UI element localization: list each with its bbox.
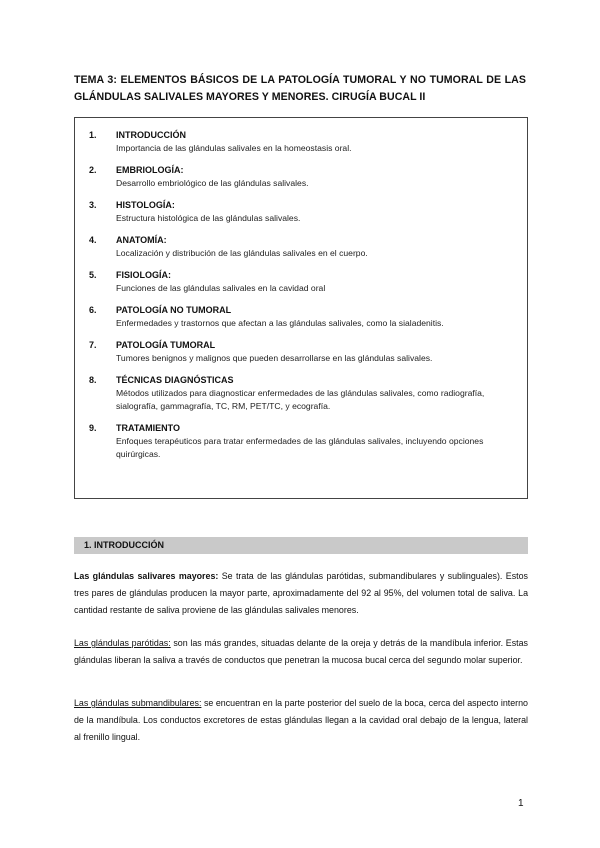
toc-item-heading: FISIOLOGÍA:	[116, 270, 171, 280]
toc-item-number: 7.	[89, 340, 97, 350]
toc-item-heading: PATOLOGÍA NO TUMORAL	[116, 305, 232, 315]
section-heading-bar	[74, 537, 528, 554]
paragraph	[74, 695, 528, 746]
toc-item-number: 8.	[89, 375, 97, 385]
page-number: 1	[518, 798, 524, 809]
paragraph	[74, 635, 528, 669]
section-heading: 1. INTRODUCCIÓN	[84, 540, 165, 550]
toc-item-heading: HISTOLOGÍA:	[116, 200, 175, 210]
toc-item-number: 3.	[89, 200, 97, 210]
toc-item	[75, 422, 527, 461]
toc-item-description: Localización y distribución de las glándulas salivales en el cuerpo.	[116, 248, 368, 258]
paragraph	[74, 568, 528, 619]
toc-item-number: 2.	[89, 165, 97, 175]
paragraph-text: se encuentran en la parte posterior del suelo de la boca, cerca del aspecto interno de la mandíbula. Los conductos excretores de estas glándulas llegan a la cavidad oral debajo de la lengua, lateral al frenillo lingual.	[74, 698, 528, 742]
paragraph-lead: Las glándulas submandibulares:	[74, 698, 202, 708]
toc-item-heading: TÉCNICAS DIAGNÓSTICAS	[116, 375, 234, 385]
toc-item-description: Importancia de las glándulas salivales en la homeostasis oral.	[116, 143, 352, 153]
toc-item	[75, 269, 527, 295]
toc-item-heading: EMBRIOLOGÍA:	[116, 165, 184, 175]
toc-item-description: Tumores benignos y malignos que pueden desarrollarse en las glándulas salivales.	[116, 353, 433, 363]
toc-item-number: 5.	[89, 270, 97, 280]
toc-item-description: Enfoques terapéuticos para tratar enfermedades de las glándulas salivales, incluyendo opciones quirúrgicas.	[116, 436, 484, 459]
toc-item-number: 4.	[89, 235, 97, 245]
toc-item-number: 1.	[89, 130, 97, 140]
toc-item	[75, 304, 527, 330]
paragraph-lead: Las glándulas salivares mayores:	[74, 571, 219, 581]
toc-item	[75, 339, 527, 365]
toc-item-description: Funciones de las glándulas salivales en la cavidad oral	[116, 283, 326, 293]
toc-item-description: Desarrollo embriológico de las glándulas salivales.	[116, 178, 309, 188]
toc-item-number: 6.	[89, 305, 97, 315]
toc-item-heading: PATOLOGÍA TUMORAL	[116, 340, 216, 350]
toc-item	[75, 374, 527, 413]
toc-item-heading: INTRODUCCIÓN	[116, 130, 186, 140]
page-title: TEMA 3: ELEMENTOS BÁSICOS DE LA PATOLOGÍA TUMORAL Y NO TUMORAL DE LAS GLÁNDULAS SALIVALES MAYORES Y MENORES. CIRUGÍA BUCAL II	[74, 74, 526, 103]
paragraph-text: Se trata de las glándulas parótidas, submandibulares y sublinguales). Estos tres pares de glándulas producen la mayor parte, aproximadamente del 92 al 95%, del volumen total de saliva. La cantidad restante de saliva proviene de las glándulas salivales menores.	[74, 571, 528, 615]
toc-item	[75, 164, 527, 190]
toc-item-heading: ANATOMÍA:	[116, 235, 167, 245]
table-of-contents	[74, 117, 528, 499]
toc-item-description: Métodos utilizados para diagnosticar enfermedades de las glándulas salivales, como radiografía, sialografía, gammagrafía, TC, RM, PET/TC, y ecografía.	[116, 388, 485, 411]
toc-item	[75, 234, 527, 260]
toc-item-number: 9.	[89, 423, 97, 433]
toc-item-description: Enfermedades y trastornos que afectan a las glándulas salivales, como la sialadenitis.	[116, 318, 444, 328]
paragraph-lead: Las glándulas parótidas:	[74, 638, 171, 648]
toc-list	[75, 129, 527, 470]
toc-item	[75, 199, 527, 225]
toc-item	[75, 129, 527, 155]
toc-item-description: Estructura histológica de las glándulas salivales.	[116, 213, 301, 223]
toc-item-heading: TRATAMIENTO	[116, 423, 180, 433]
paragraph-text: son las más grandes, situadas delante de la oreja y detrás de la mandíbula inferior. Estas glándulas liberan la saliva a través de conductos que penetran la mucosa bucal cerca del segundo molar superior.	[74, 638, 528, 665]
